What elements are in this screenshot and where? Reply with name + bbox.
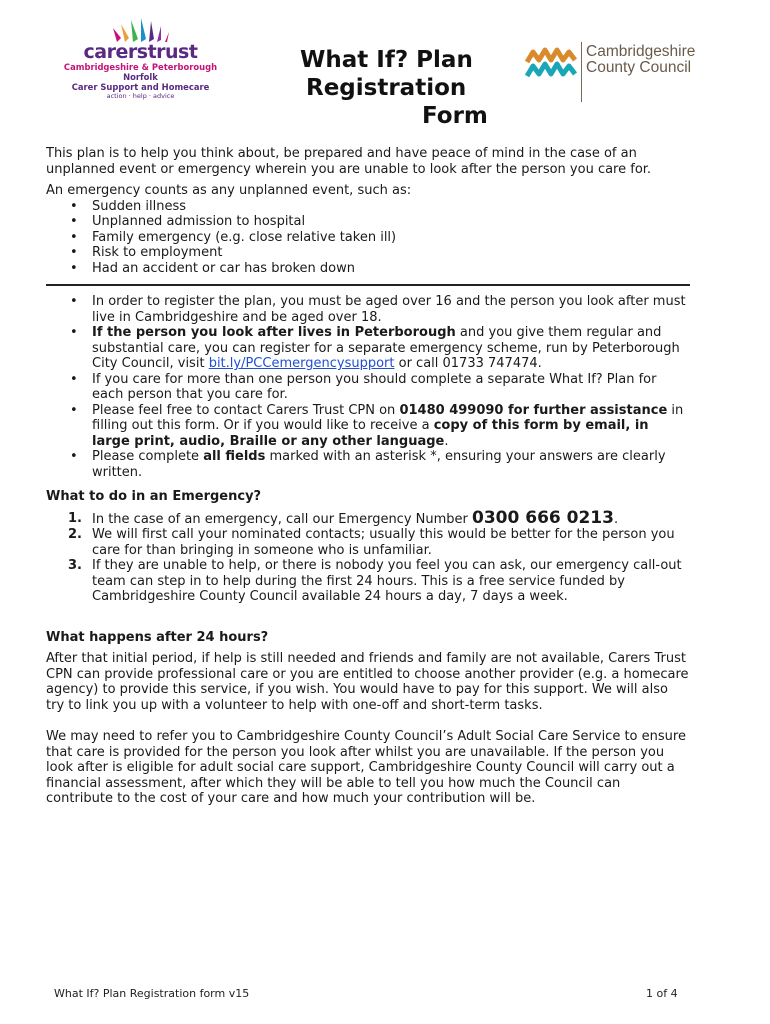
list-item [68, 507, 690, 528]
contact-phone-bold: 01480 499090 for further assistance [399, 402, 668, 418]
step-text-b: . [613, 511, 619, 527]
emergency-examples-list [46, 199, 690, 277]
document-body [46, 146, 690, 807]
peterborough-note-bold: If the person you look after lives in Peterborough [92, 325, 456, 340]
list-item [68, 527, 690, 558]
after-24-hours-heading: What happens after 24 hours? [46, 629, 269, 645]
carers-trust-tagline: action · help · advice [106, 92, 175, 100]
council-logo [525, 40, 695, 104]
title-line-1: What If? Plan [300, 47, 473, 73]
pcc-emergency-support-link[interactable]: bit.ly/PCCemergencysupport [208, 356, 395, 371]
list-item: • Risk to employment [92, 245, 690, 261]
step-number: 1. [68, 510, 82, 526]
list-item: • In order to register the plan, you must be aged over 16 and the person you look after must live in Cambridgeshire and be aged over 18. [92, 294, 690, 325]
list-item: • If you care for more than one person you should complete a separate What If? Plan for each person that you care for. [92, 372, 690, 403]
step-number: 3. [68, 558, 82, 573]
peterborough-note-end: or call 01733 747474. [394, 356, 542, 371]
peterborough-note-text: and you give them regular and substantial care, you can register for a separate emergency scheme, run by Peterborough City Council, visit [92, 325, 680, 371]
emergency-definition: An emergency counts as any unplanned event, such as: [46, 183, 412, 198]
fields-text-b: marked with an asterisk *, ensuring your answers are clearly written. [92, 449, 666, 480]
emergency-phone-number: 0300 666 0213 [472, 507, 614, 528]
council-name-line-2: County Council [586, 59, 692, 76]
list-item [92, 403, 690, 450]
all-fields-bold: all fields [203, 449, 266, 464]
intro-paragraph: This plan is to help you think about, be prepared and have peace of mind in the case of an unplanned event or emergency wherein you are unable to look after the person you care for. [46, 146, 652, 177]
emergency-steps-list [46, 507, 690, 605]
council-waves-icon [525, 46, 579, 86]
step-number: 2. [68, 527, 82, 542]
footer-document-name: What If? Plan Registration form v15 [54, 987, 250, 1000]
list-item [68, 558, 690, 605]
step-text: We will first call your nominated contacts; usually this would be better for the person you care for than bringing in someone who is unfamiliar. [92, 527, 675, 558]
section-divider [46, 284, 690, 286]
title-line-3: Form [422, 103, 488, 129]
carers-trust-logo [58, 18, 223, 104]
fields-text-a: Please complete [92, 449, 204, 464]
contact-text-b: in filling out this form. Or if you would like to receive a [92, 402, 684, 433]
carers-trust-norfolk: Norfolk [123, 72, 158, 82]
footer-page-number: 1 of 4 [646, 987, 678, 1000]
carers-trust-service: Carer Support and Homecare [71, 82, 210, 92]
carers-trust-region: Cambridgeshire & Peterborough [63, 62, 218, 72]
emergency-heading: What to do in an Emergency? [46, 489, 262, 504]
contact-text-c: . [444, 433, 449, 449]
list-item: • Had an accident or car has broken down [92, 261, 690, 277]
list-item [92, 449, 690, 480]
step-text: If they are unable to help, or there is nobody you feel you can ask, our emergency call-out team can step in to help during the first 24 hours. This is a free service funded by Cambridgeshire County Council available 24 hours a day, 7 days a week. [92, 558, 682, 604]
format-options-bold: copy of this form by email, in large print, audio, Braille or any other language [92, 418, 649, 449]
after-24-hours-paragraph-2: We may need to refer you to Cambridgeshire County Council’s Adult Social Care Service to ensure that care is provided for the person you look after whilst you are unavailable. If the person you look after is eligible for adult social care support, Cambridgeshire County Council will carry out a financial assessment, after which they will be able to tell you how much the Council can contribute to the cost of your care and how much your contribution will be. [46, 729, 686, 806]
list-item: • Sudden illness [92, 199, 690, 215]
step-text-a: In the case of an emergency, call our Emergency Number [92, 511, 473, 527]
council-name [586, 44, 695, 76]
list-item: • Unplanned admission to hospital [92, 214, 690, 230]
after-24-hours-paragraph-1: After that initial period, if help is still needed and friends and family are not available, Carers Trust CPN can provide professional care or you are entitled to choose another provider (e.g. a homecare agency) to provide this service, if you wish. You would have to pay for this support. We will also try to link you up with a volunteer to help with one-off and short-term tasks. [46, 651, 689, 713]
carers-trust-name: carerstrust [83, 41, 198, 63]
page-title [300, 46, 500, 130]
list-item: • Family emergency (e.g. close relative taken ill) [92, 230, 690, 246]
registration-rules-list [46, 294, 690, 480]
list-item [92, 325, 690, 372]
council-name-line-1: Cambridgeshire [586, 43, 696, 60]
council-logo-divider [581, 42, 582, 102]
spacer [46, 713, 690, 729]
contact-text-a: Please feel free to contact Carers Trust CPN on [92, 402, 400, 418]
spacer [46, 605, 690, 621]
title-line-2: Registration [306, 75, 467, 101]
